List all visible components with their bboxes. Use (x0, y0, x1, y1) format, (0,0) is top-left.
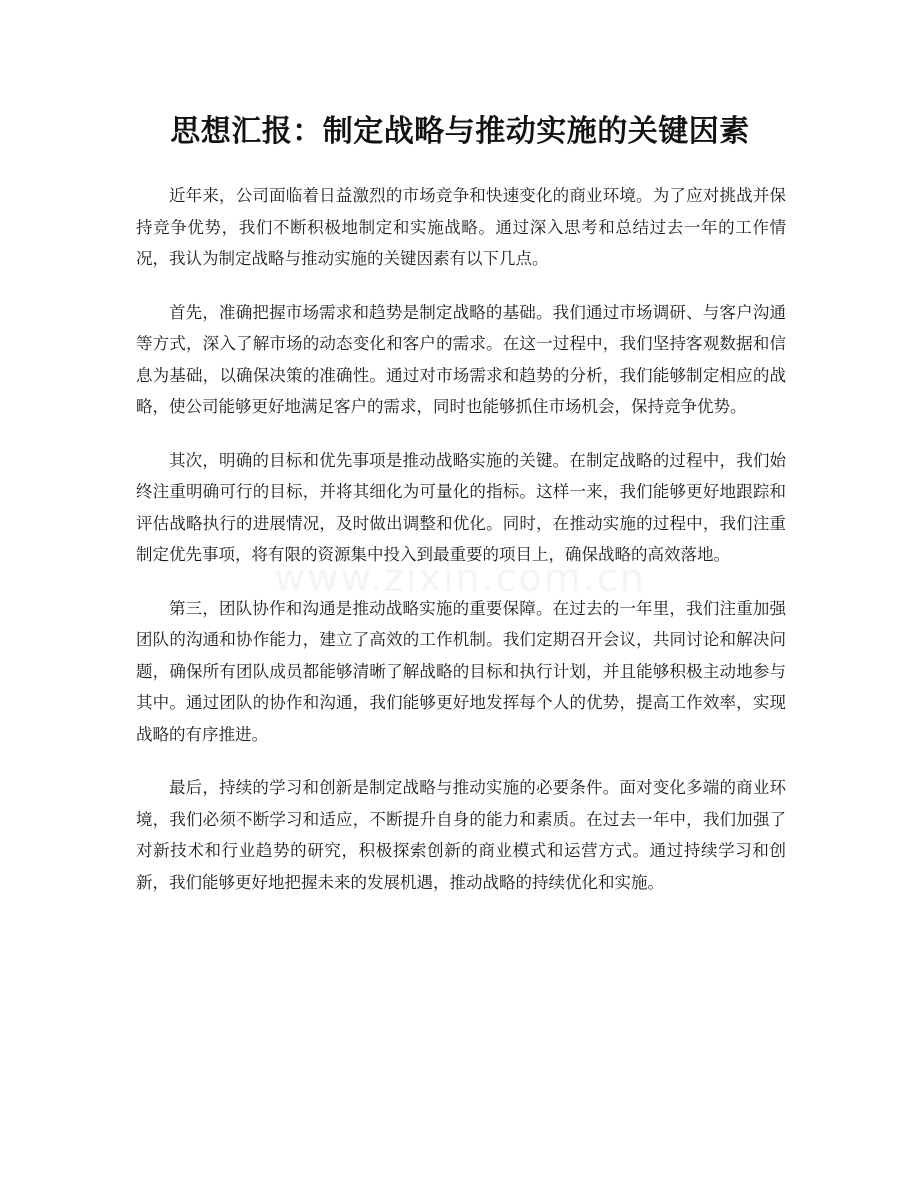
paragraph-second-point: 其次，明确的目标和优先事项是推动战略实施的关键。在制定战略的过程中，我们始终注重明确可行的目标，并将其细化为可量化的指标。这样一来，我们能够更好地跟踪和评估战略执行的进展情况，及时做出调整和优化。同时，在推动实施的过程中，我们注重制定优先事项，将有限的资源集中投入到最重要的项目上，确保战略的高效落地。 (136, 450, 786, 564)
watermark: www.zixin.com.cn (274, 556, 646, 600)
paragraph-first-point: 首先，准确把握市场需求和趋势是制定战略的基础。我们通过市场调研、与客户沟通等方式，深入了解市场的动态变化和客户的需求。在这一过程中，我们坚持客观数据和信息为基础，以确保决策的准确性。通过对市场需求和趋势的分析，我们能够制定相应的战略，使公司能够更好地满足客户的需求，同时也能够抓住市场机会，保持竞争优势。 (136, 302, 786, 416)
paragraph-final-point: 最后，持续的学习和创新是制定战略与推动实施的必要条件。面对变化多端的商业环境，我们必须不断学习和适应，不断提升自身的能力和素质。在过去一年中，我们加强了对新技术和行业趋势的研究，积极探索创新的商业模式和运营方式。通过持续学习和创新，我们能够更好地把握未来的发展机遇，推动战略的持续优化和实施。 (136, 778, 786, 892)
document-title: 思想汇报：制定战略与推动实施的关键因素 (170, 114, 750, 149)
paragraph-third-point: 第三，团队协作和沟通是推动战略实施的重要保障。在过去的一年里，我们注重加强团队的沟通和协作能力，建立了高效的工作机制。我们定期召开会议，共同讨论和解决问题，确保所有团队成员都能够清晰了解战略的目标和执行计划，并且能够积极主动地参与其中。通过团队的协作和沟通，我们能够更好地发挥每个人的优势，提高工作效率，实现战略的有序推进。 (136, 598, 786, 744)
paragraph-intro: 近年来，公司面临着日益激烈的市场竞争和快速变化的商业环境。为了应对挑战并保持竞争优势，我们不断积极地制定和实施战略。通过深入思考和总结过去一年的工作情况，我认为制定战略与推动实施的关键因素有以下几点。 (136, 186, 786, 268)
document-body (136, 180, 786, 920)
